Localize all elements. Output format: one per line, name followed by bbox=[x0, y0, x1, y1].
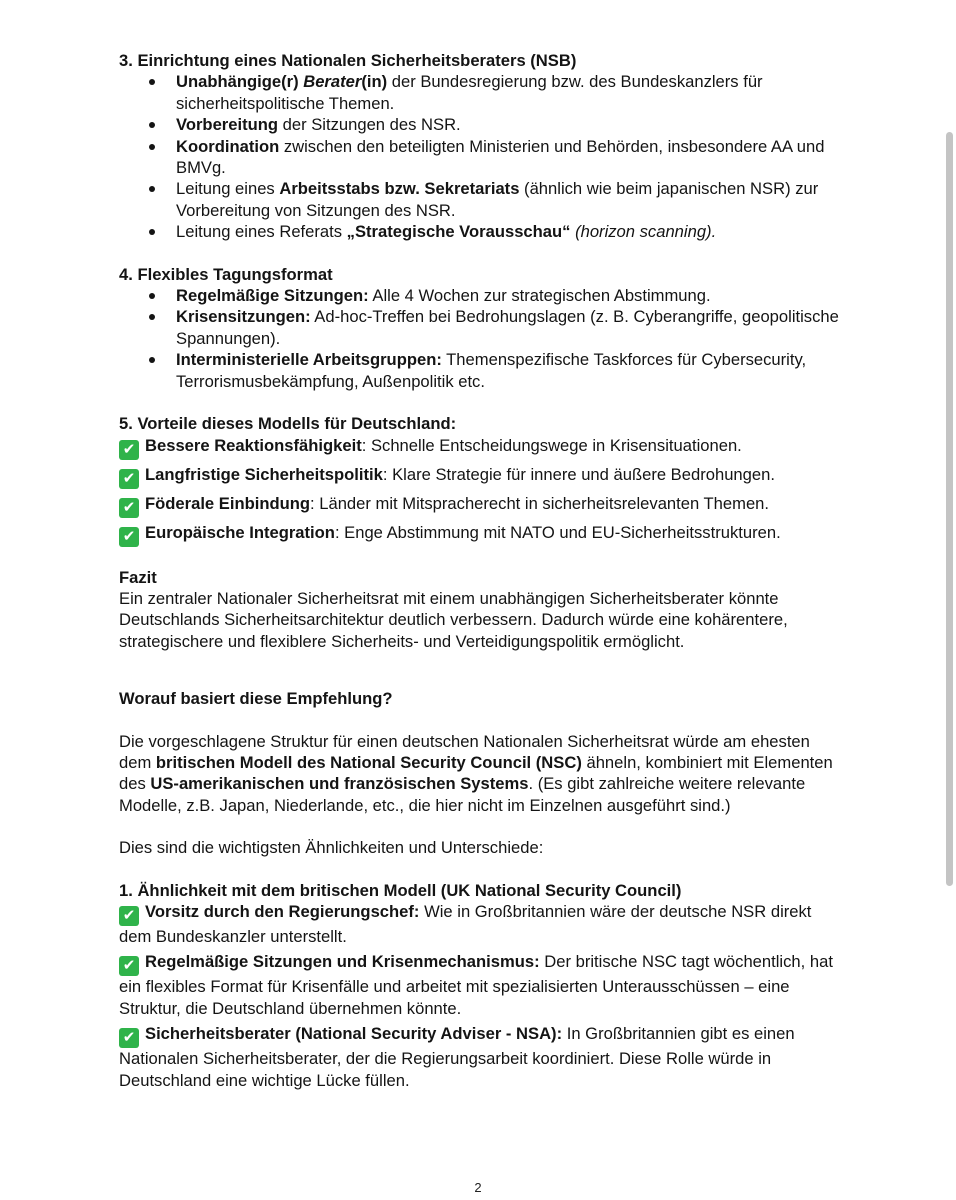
check-mark-icon: ✔ bbox=[119, 956, 139, 976]
fazit-text: Ein zentraler Nationaler Sicherheitsrat mit einem unabhängigen Sicherheitsberater könnte Deutschlands Sicherheitsarchitektur deutlich verbessern. Dadurch würde eine kohärentere, strategischere und flexiblere Sicherheits- und Verteidigungspolitik ermöglicht. bbox=[119, 588, 788, 651]
section-3-title: 3. Einrichtung eines Nationalen Sicherheitsberaters (NSB) bbox=[119, 51, 577, 70]
check-mark-icon: ✔ bbox=[119, 527, 139, 547]
document-content bbox=[119, 50, 839, 1095]
basis-intro: Dies sind die wichtigsten Ähnlichkeiten und Unterschiede: bbox=[119, 838, 544, 858]
list-item: Koordination zwischen den beteiligten Ministerien und Behörden, insbesondere AA und BMVg. bbox=[176, 136, 839, 179]
list-item: Vorbereitung der Sitzungen des NSR. bbox=[176, 114, 839, 135]
check-mark-icon: ✔ bbox=[119, 469, 139, 489]
section-4-title: 4. Flexibles Tagungsformat bbox=[119, 264, 333, 284]
uk-model-title: 1. Ähnlichkeit mit dem britischen Modell (UK National Security Council) bbox=[119, 880, 682, 900]
check-mark-icon: ✔ bbox=[119, 440, 139, 460]
check-mark-icon: ✔ bbox=[119, 498, 139, 518]
fazit-title: Fazit bbox=[119, 567, 157, 587]
page-number: 2 bbox=[474, 1180, 482, 1195]
list-item: Leitung eines Referats „Strategische Vorausschau“ (horizon scanning). bbox=[176, 221, 839, 242]
list-item: Krisensitzungen: Ad-hoc-Treffen bei Bedrohungslagen (z. B. Cyberangriffe, geopolitische Spannungen). bbox=[176, 307, 839, 348]
check-mark-icon: ✔ bbox=[119, 906, 139, 926]
list-item: ✔ Föderale Einbindung: Länder mit Mitspracherecht in sicherheitsrelevanten Themen. bbox=[119, 493, 839, 518]
list-item: ✔ Langfristige Sicherheitspolitik: Klare Strategie für innere und äußere Bedrohungen. bbox=[119, 464, 839, 489]
list-item: ✔ Europäische Integration: Enge Abstimmung mit NATO und EU-Sicherheitsstrukturen. bbox=[119, 522, 839, 547]
section-3-list bbox=[119, 71, 839, 242]
list-item: ✔ Regelmäßige Sitzungen und Krisenmechanismus: Der britische NSC tagt wöchentlich, hat ein flexibles Format für Krisenfälle und arbeitet mit spezialisierten Unterausschüssen – eine Struktur, die Deutschland übernehmen könnte. bbox=[119, 952, 833, 1018]
scrollbar-thumb[interactable] bbox=[946, 132, 953, 886]
list-item: Interministerielle Arbeitsgruppen: Themenspezifische Taskforces für Cybersecurity, Terrorismusbekämpfung, Außenpolitik etc. bbox=[176, 349, 839, 392]
list-item: Leitung eines Arbeitsstabs bzw. Sekretariats (ähnlich wie beim japanischen NSR) zur Vorbereitung von Sitzungen des NSR. bbox=[176, 178, 839, 221]
list-item: ✔ Vorsitz durch den Regierungschef: Wie in Großbritannien wäre der deutsche NSR direkt dem Bundeskanzler unterstellt. bbox=[119, 901, 812, 946]
list-item: Unabhängige(r) Berater(in) der Bundesregierung bzw. des Bundeskanzlers für sicherheitspolitische Themen. bbox=[176, 71, 839, 114]
check-mark-icon: ✔ bbox=[119, 1028, 139, 1048]
advantages-list bbox=[119, 435, 839, 547]
list-item: ✔ Bessere Reaktionsfähigkeit: Schnelle Entscheidungswege in Krisensituationen. bbox=[119, 435, 839, 460]
list-item: Regelmäßige Sitzungen: Alle 4 Wochen zur strategischen Abstimmung. bbox=[176, 285, 839, 306]
section-4-list bbox=[119, 285, 839, 392]
basis-title: Worauf basiert diese Empfehlung? bbox=[119, 689, 393, 709]
section-5-title: 5. Vorteile dieses Modells für Deutschland: bbox=[119, 414, 457, 434]
list-item: ✔ Sicherheitsberater (National Security Adviser - NSA): In Großbritannien gibt es einen Nationalen Sicherheitsberater, der die Regierungsarbeit koordiniert. Diese Rolle würde in Deutschland eine wichtige Lücke füllen. bbox=[119, 1024, 795, 1090]
basis-paragraph: Die vorgeschlagene Struktur für einen deutschen Nationalen Sicherheitsrat würde am ehesten dem britischen Modell des National Security Council (NSC) ähneln, kombiniert mit Elementen des US-amerikanischen und französischen Systems. (Es gibt zahlreiche weitere relevante Modelle, z.B. Japan, Niederlande, etc., die hier nicht im Einzelnen ausgeführt sind.) bbox=[119, 731, 833, 815]
